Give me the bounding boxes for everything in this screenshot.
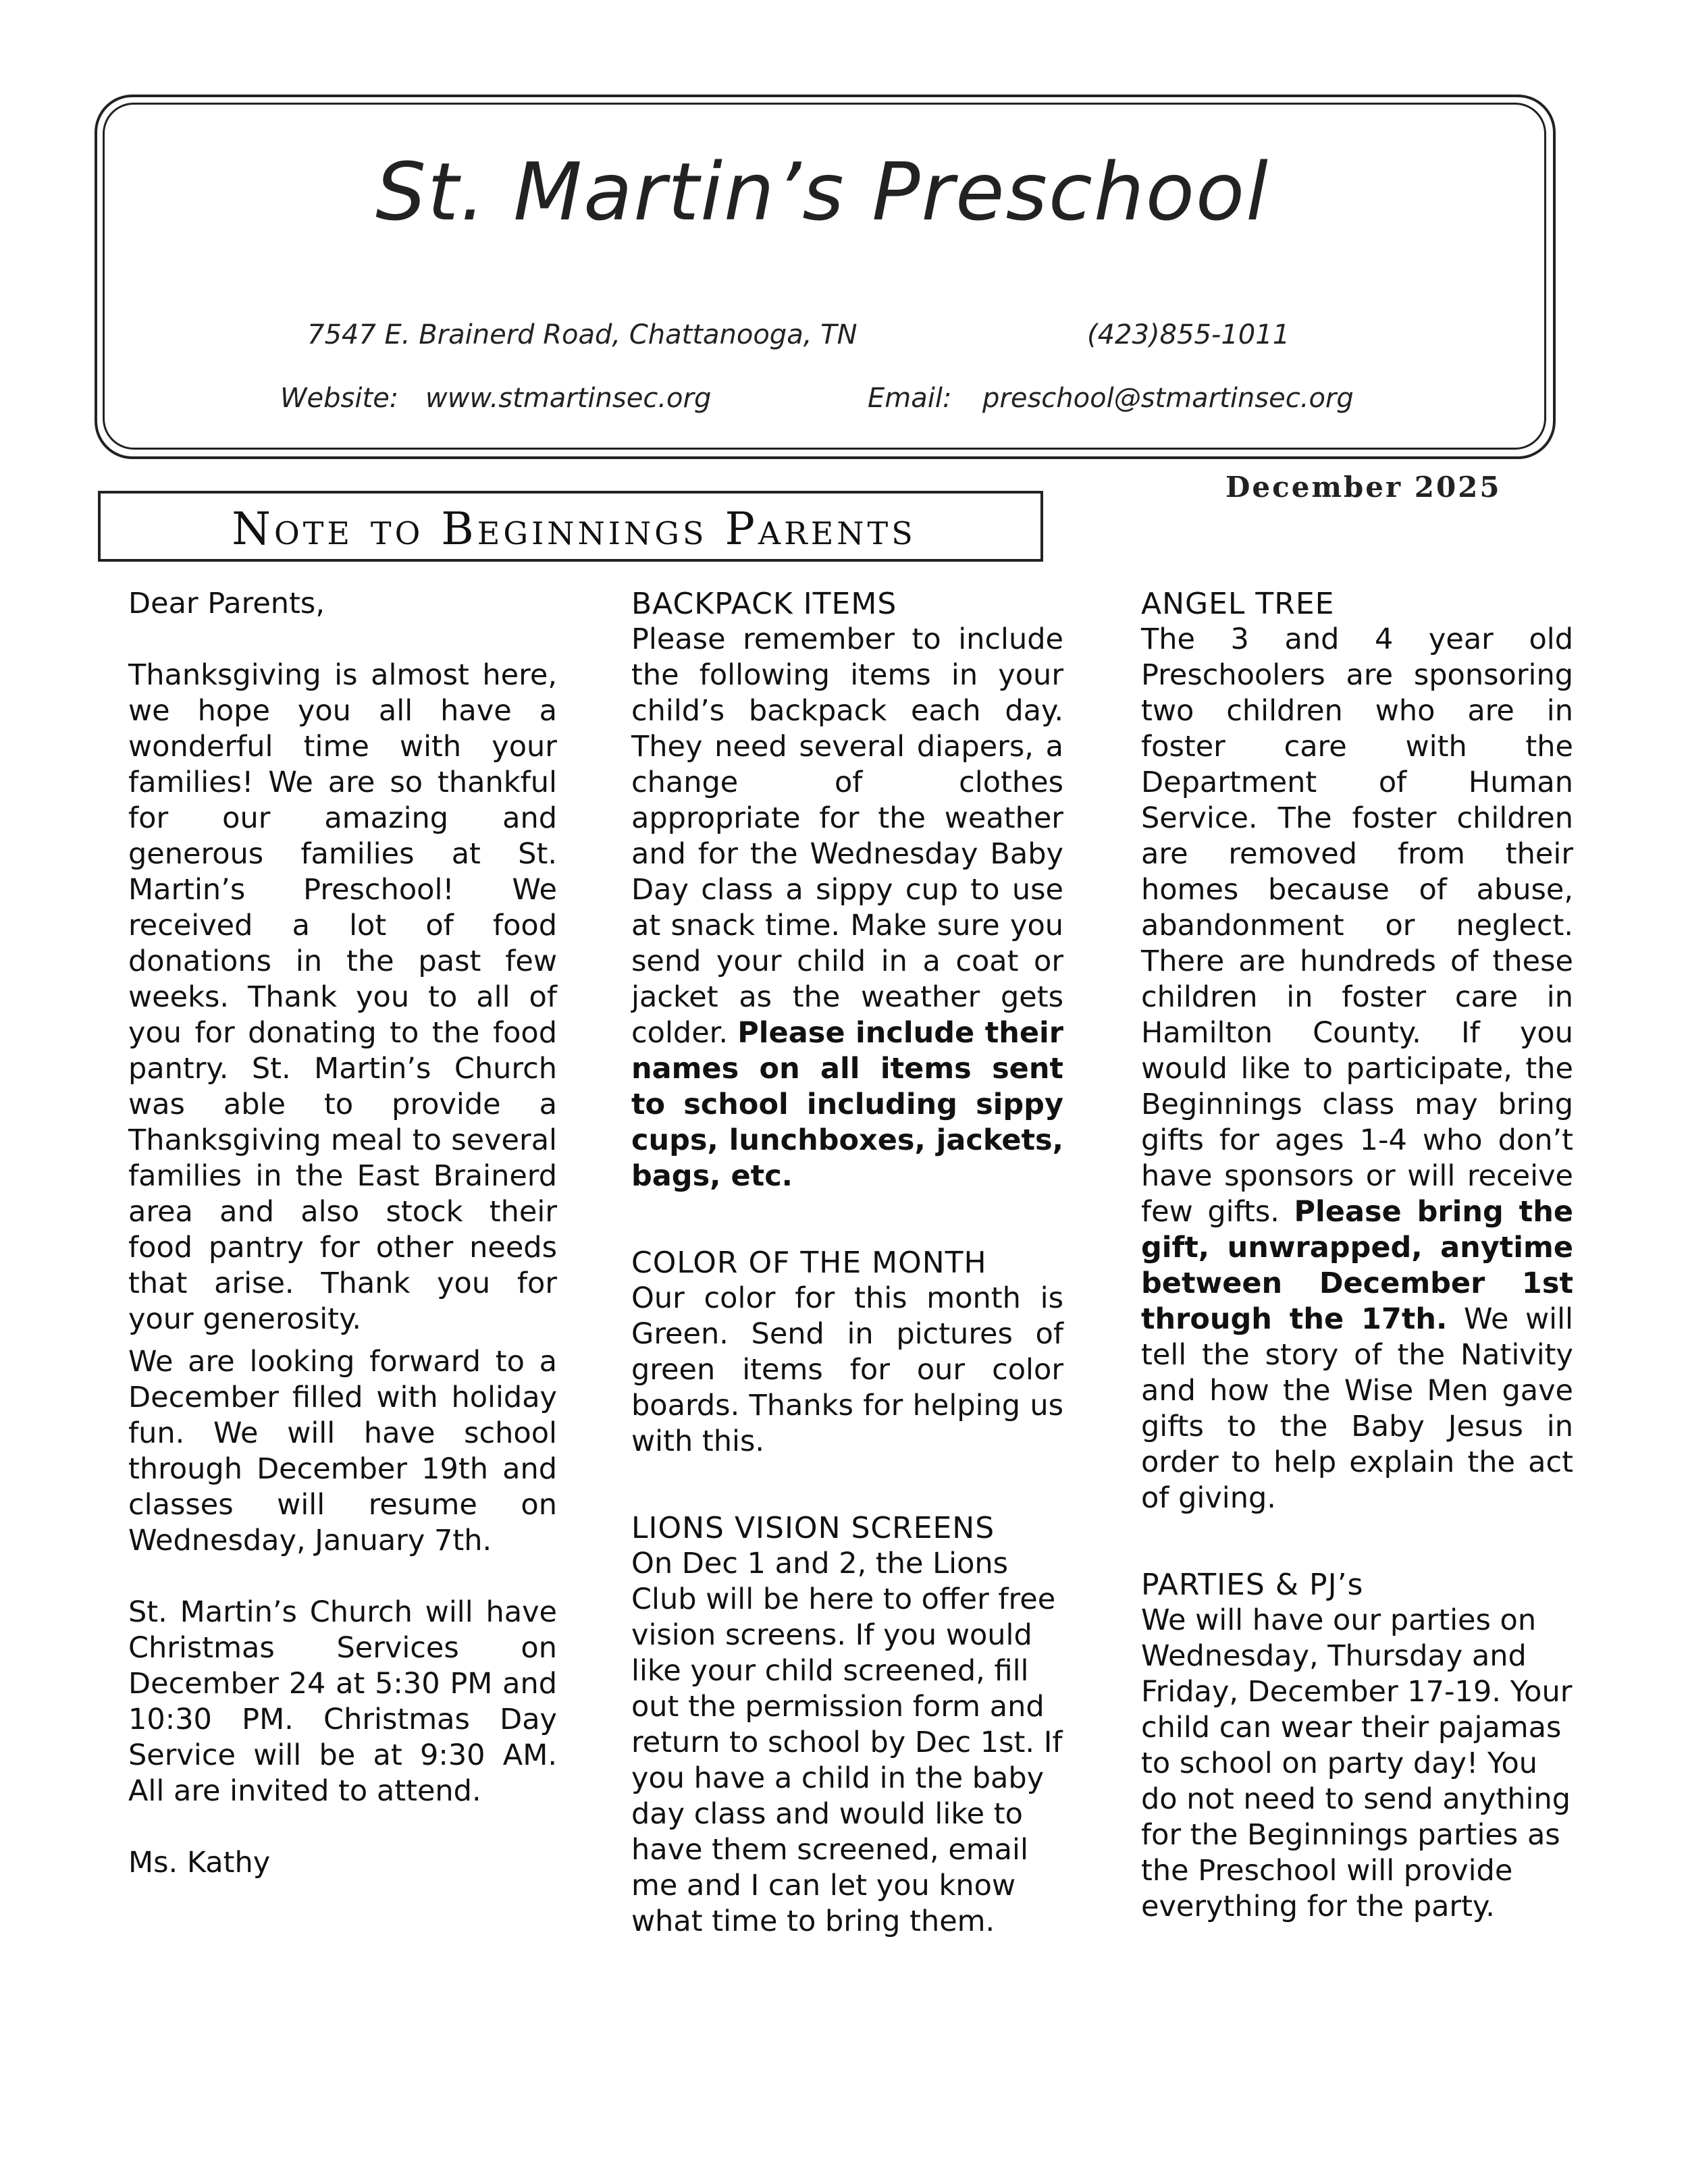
section-title: Note to Beginnings Parents [232, 503, 916, 555]
school-title: St. Martin’s Preschool [375, 145, 1269, 238]
backpack-bold-text: Please include their names on all items sent to school including sippy cups, lunchboxes, jackets, bags, etc. [631, 1016, 1063, 1193]
paragraph-angel-tree [1141, 622, 1573, 1516]
paragraph-december: We are looking forward to a December filled with holiday fun. We will have school through December 19th and classes will resume on Wednesday, January 7th. [128, 1345, 557, 1557]
paragraph-christmas-services: St. Martin’s Church will have Christmas Services on December 24 at 5:30 PM and 10:30 PM. Christmas Day Service will be at 9:30 AM. All are invited to attend. [128, 1595, 557, 1808]
column-letter [128, 586, 557, 1881]
paragraph-thanksgiving: Thanksgiving is almost here, we hope you all have a wonderful time with your families! We are so thankful for our amazing and generous families at St. Martin’s Preschool! We received a lot of food donations in the past few weeks. Thank you to all of you for donating to the food pantry. St. Martin’s Church was able to provide a Thanksgiving meal to several families in the East Brainerd area and also stock their food pantry for other needs that arise. Thank you for your generosity. [128, 658, 557, 1336]
website-label: Website: [280, 383, 399, 414]
paragraph-color: Our color for this month is Green. Send in pictures of green items for our color boards. Thanks for helping us with this. [631, 1281, 1063, 1458]
email-link[interactable]: preschool@stmartinsec.org [982, 383, 1354, 414]
address: 7547 E. Brainerd Road, Chattanooga, TN [307, 319, 858, 350]
heading-angel-tree: ANGEL TREE [1141, 587, 1335, 621]
greeting: Dear Parents, [128, 587, 325, 620]
backpack-text: Please remember to include the following items in your child’s backpack each day. They need several diapers, a change of clothes appropriate for the weather and for the Wednesday Baby Day class a sippy cup to use at snack time. Make sure you send your child in a coat or jacket as the weather gets colder. [631, 622, 1063, 1050]
paragraph-backpack [631, 622, 1063, 1194]
heading-parties: PARTIES & PJ’s [1141, 1568, 1364, 1602]
email-label: Email: [868, 383, 952, 414]
website-link[interactable]: www.stmartinsec.org [425, 383, 712, 414]
angel-text-2: We will tell the story of the Nativity and how the Wise Men gave gifts to the Baby Jesus in order to help explain the act of giving. [1141, 1302, 1573, 1515]
heading-lions-vision: LIONS VISION SCREENS [631, 1511, 995, 1545]
angel-bold-text: Please bring the gift, unwrapped, anytime between December 1st through the 17th. [1141, 1195, 1573, 1336]
paragraph-lions: On Dec 1 and 2, the Lions Club will be here to offer free vision screens. If you would like your child screened, fill out the permission form and return to school by Dec 1st. If you have a child in the baby day class and would like to have them screened, email me and I can let you know what time to bring them. [631, 1547, 1063, 1938]
angel-text: The 3 and 4 year old Preschoolers are sponsoring two children who are in foster care with the Department of Human Service. The foster children are removed from their homes because of abuse, abandonment or neglect. There are hundreds of these children in foster care in Hamilton County. If you would like to participate, the Beginnings class may bring gifts for ages 1-4 who don’t have sponsors or will receive few gifts. [1141, 622, 1573, 1229]
newsletter-date: December 2025 [1225, 471, 1502, 504]
column-right [1141, 586, 1573, 1925]
heading-color-of-month: COLOR OF THE MONTH [631, 1246, 987, 1280]
phone: (423)855-1011 [1087, 319, 1290, 350]
heading-backpack-items: BACKPACK ITEMS [631, 587, 897, 621]
paragraph-parties: We will have our parties on Wednesday, Thursday and Friday, December 17-19. Your child can wear their pajamas to school on party day! You do not need to send anything for the Beginnings parties as the Preschool will provide everything for the party. [1141, 1603, 1573, 1923]
signature: Ms. Kathy [128, 1846, 271, 1880]
column-middle [631, 586, 1063, 1940]
